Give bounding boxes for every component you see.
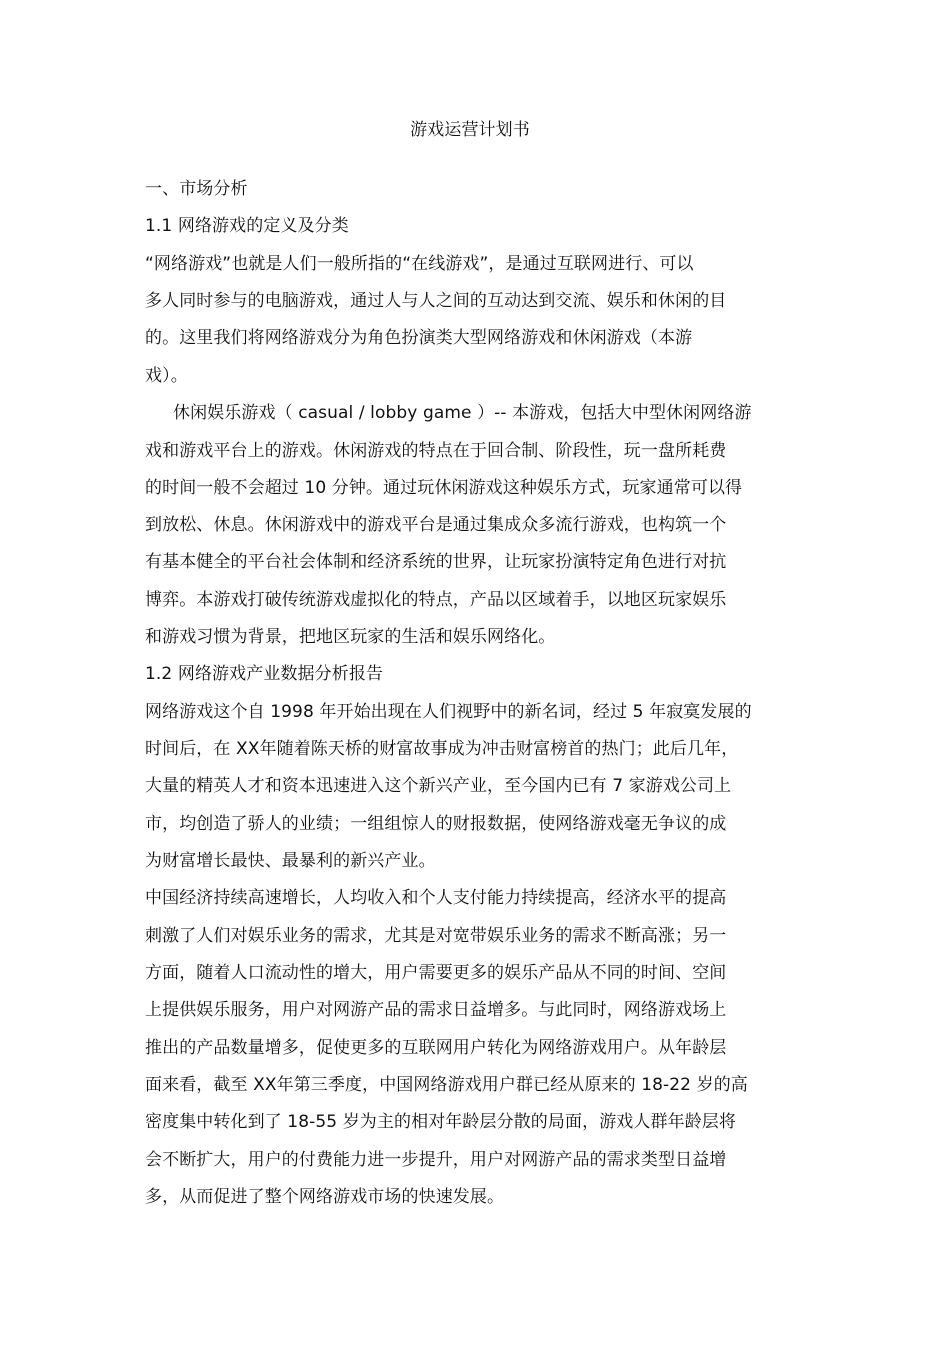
subsection-heading-1-2: 1.2 网络游戏产业数据分析报告 bbox=[145, 664, 384, 684]
paragraph-line: “网络游戏”也就是人们一般所指的“在线游戏”，是通过互联网进行、可以 bbox=[145, 254, 694, 274]
paragraph-line: 多，从而促进了整个网络游戏市场的快速发展。 bbox=[145, 1187, 505, 1207]
paragraph-line: 网络游戏这个自 1998 年开始出现在人们视野中的新名词，经过 5 年寂寞发展的 bbox=[145, 702, 752, 722]
paragraph-line: 到放松、休息。休闲游戏中的游戏平台是通过集成众多流行游戏，也构筑一个 bbox=[145, 515, 727, 535]
section-heading-market-analysis: 一、市场分析 bbox=[145, 179, 248, 199]
paragraph-line: 的时间一般不会超过 10 分钟。通过玩休闲游戏这种娱乐方式，玩家通常可以得 bbox=[145, 478, 743, 498]
document-title: 游戏运营计划书 bbox=[410, 120, 530, 140]
paragraph-line: 和游戏习惯为背景，把地区玩家的生活和娱乐网络化。 bbox=[145, 627, 556, 647]
paragraph-line: 中国经济持续高速增长，人均收入和个人支付能力持续提高，经济水平的提高 bbox=[145, 888, 727, 908]
paragraph-line: 密度集中转化到了 18-55 岁为主的相对年龄层分散的局面，游戏人群年龄层将 bbox=[145, 1112, 737, 1132]
paragraph-line: 多人同时参与的电脑游戏，通过人与人之间的互动达到交流、娱乐和休闲的目 bbox=[145, 291, 727, 311]
paragraph-line: 面来看，截至 XX年第三季度，中国网络游戏用户群已经从原来的 18-22 岁的高 bbox=[145, 1075, 748, 1095]
paragraph-line: 有基本健全的平台社会体制和经济系统的世界，让玩家扮演特定角色进行对抗 bbox=[145, 552, 727, 572]
subsection-heading-1-1: 1.1 网络游戏的定义及分类 bbox=[145, 216, 349, 236]
paragraph-line: 休闲娱乐游戏（ casual / lobby game ）-- 本游戏，包括大中型休闲网络游 bbox=[173, 403, 752, 423]
paragraph-line: 推出的产品数量增多，促使更多的互联网用户转化为网络游戏用户。从年龄层 bbox=[145, 1038, 727, 1058]
paragraph-line: 会不断扩大，用户的付费能力进一步提升，用户对网游产品的需求类型日益增 bbox=[145, 1150, 727, 1170]
paragraph-line: 刺激了人们对娱乐业务的需求，尤其是对宽带娱乐业务的需求不断高涨；另一 bbox=[145, 926, 727, 946]
paragraph-line: 博弈。本游戏打破传统游戏虚拟化的特点，产品以区域着手，以地区玩家娱乐 bbox=[145, 590, 727, 610]
paragraph-line: 的。这里我们将网络游戏分为角色扮演类大型网络游戏和休闲游戏（本游 bbox=[145, 328, 693, 348]
paragraph-line: 时间后，在 XX年随着陈天桥的财富故事成为冲击财富榜首的热门；此后几年， bbox=[145, 739, 739, 759]
paragraph-line: 上提供娱乐服务，用户对网游产品的需求日益增多。与此同时，网络游戏场上 bbox=[145, 1000, 727, 1020]
paragraph-line: 大量的精英人才和资本迅速进入这个新兴产业，至今国内已有 7 家游戏公司上 bbox=[145, 776, 732, 796]
paragraph-line: 方面，随着人口流动性的增大，用户需要更多的娱乐产品从不同的时间、空间 bbox=[145, 963, 727, 983]
paragraph-line: 戏）。 bbox=[145, 366, 188, 386]
paragraph-line: 为财富增长最快、最暴利的新兴产业。 bbox=[145, 851, 436, 871]
paragraph-line: 戏和游戏平台上的游戏。休闲游戏的特点在于回合制、阶段性，玩一盘所耗费 bbox=[145, 441, 727, 461]
paragraph-line: 市，均创造了骄人的业绩；一组组惊人的财报数据，使网络游戏毫无争议的成 bbox=[145, 814, 727, 834]
